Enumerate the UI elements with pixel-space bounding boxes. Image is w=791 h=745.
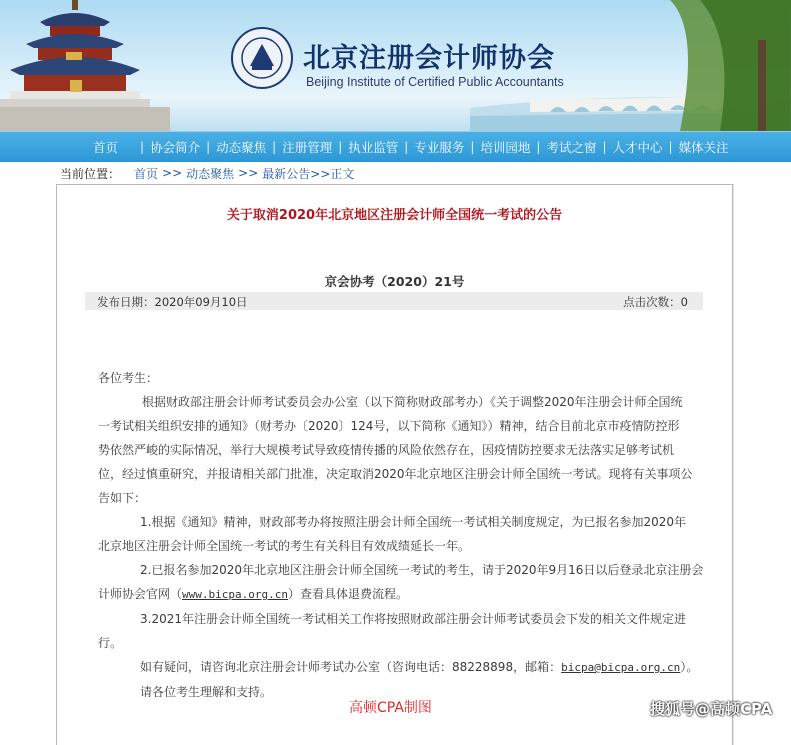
nav-separator: | xyxy=(140,140,145,154)
item-3-line: 3.2021年注册会计师全国统一考试相关工作将按照财政部注册会计师考试委员会下发的相关文件规定进 xyxy=(140,612,686,626)
breadcrumb-home[interactable]: 首页 xyxy=(134,166,159,181)
breadcrumb-label: 当前位置： xyxy=(60,166,121,181)
article-panel xyxy=(56,184,733,745)
document-number: 京会协考（2020）21号 xyxy=(324,274,465,289)
website-link[interactable]: www.bicpa.org.cn xyxy=(182,588,288,601)
nav-item-supervision[interactable]: 执业监管 xyxy=(348,140,399,155)
breadcrumb-current: >>正文 xyxy=(310,166,355,181)
item-1-line: 1.根据《通知》精神，财政部考办将按照注册会计师全国统一考试相关制度规定，为已报名参加2020年 xyxy=(140,515,686,529)
body-paragraph-line: 势依然严峻的实际情况，举行大规模考试导致疫情传播的风险依然存在，因疫情防控要求无法落实足够考试机 xyxy=(98,443,675,457)
article-title: 关于取消2020年北京地区注册会计师全国统一考试的公告 xyxy=(226,208,563,223)
item-2-prefix: 计师协会官网（ xyxy=(98,587,183,601)
body-paragraph-line: 根据财政部注册会计师考试委员会办公室（以下简称财政部考办）《关于调整2020年注册会计师全国统 xyxy=(142,395,683,409)
nav-separator: | xyxy=(338,140,343,154)
nav-item-training[interactable]: 培训园地 xyxy=(480,140,531,155)
click-count: 点击次数：0 xyxy=(623,295,688,309)
bicpa-seal-logo xyxy=(230,26,294,90)
nav-item-exams[interactable]: 考试之窗 xyxy=(546,140,597,155)
nav-item-services[interactable]: 专业服务 xyxy=(414,140,465,155)
breadcrumb-announcements[interactable]: 最新公告 xyxy=(262,166,311,181)
item-1-line: 北京地区注册会计师全国统一考试的考生有关科目有效成绩延长一年。 xyxy=(98,539,471,553)
nav-separator: | xyxy=(272,140,277,154)
publish-date: 发布日期：2020年09月10日 xyxy=(97,295,248,309)
header-banner xyxy=(0,0,791,131)
org-name-english: Beijing Institute of Certified Public Accountants xyxy=(306,75,564,89)
image-credit: 高顿CPA制图 xyxy=(349,700,432,716)
breadcrumb-separator: >> xyxy=(238,166,259,180)
nav-item-news[interactable]: 动态聚焦 xyxy=(216,140,267,155)
article-body xyxy=(98,366,704,704)
item-2-line: 2.已报名参加2020年北京地区注册会计师全国统一考试的考生，请于2020年9月16日以后登录北京注册会 xyxy=(140,563,704,577)
main-nav xyxy=(0,131,791,162)
body-paragraph-line: 告如下： xyxy=(98,491,147,505)
item-2-suffix: ）查看具体退费流程。 xyxy=(287,587,408,601)
salutation: 各位考生： xyxy=(98,371,159,385)
temple-of-heaven-image xyxy=(0,0,190,131)
breadcrumb-news[interactable]: 动态聚焦 xyxy=(186,166,235,181)
org-name-chinese: 北京注册会计师协会 xyxy=(303,43,555,74)
item-3-line: 行。 xyxy=(98,636,123,650)
nav-separator: | xyxy=(536,140,541,154)
body-paragraph-line: 一考试相关组织安排的通知》（财考办〔2020〕124号，以下简称《通知》）精神，结合目前北京市疫情防控形 xyxy=(98,419,680,433)
nav-separator: | xyxy=(470,140,475,154)
contact-prefix: 如有疑问，请咨询北京注册会计师考试办公室（咨询电话：88228898，邮箱： xyxy=(140,660,562,674)
sohu-watermark: 搜狐号@高顿CPA xyxy=(650,700,773,718)
nav-separator: | xyxy=(206,140,211,154)
nav-separator: | xyxy=(602,140,607,154)
item-2-line xyxy=(98,582,694,607)
article-meta-bar xyxy=(85,292,703,310)
nav-item-about[interactable]: 协会简介 xyxy=(150,140,201,155)
email-link[interactable]: bicpa@bicpa.org.cn xyxy=(561,661,681,674)
nav-item-registration[interactable]: 注册管理 xyxy=(282,140,333,155)
nav-separator: | xyxy=(404,140,409,154)
willow-tree-image xyxy=(640,0,791,131)
closing-line: 请各位考生理解和支持。 xyxy=(140,685,273,699)
contact-suffix: ）。 xyxy=(680,660,699,674)
contact-line xyxy=(98,655,699,680)
breadcrumb-separator: >> xyxy=(162,166,183,180)
nav-item-talent[interactable]: 人才中心 xyxy=(612,140,663,155)
nav-item-media[interactable]: 媒体关注 xyxy=(678,140,729,155)
breadcrumb xyxy=(60,164,354,182)
nav-item-home[interactable]: 首页 xyxy=(93,140,119,155)
nav-separator: | xyxy=(668,140,673,154)
body-paragraph-line: 位，经过慎重研究，并报请相关部门批准，决定取消2020年北京地区注册会计师全国统一考试。现将有关事项公 xyxy=(98,467,693,481)
